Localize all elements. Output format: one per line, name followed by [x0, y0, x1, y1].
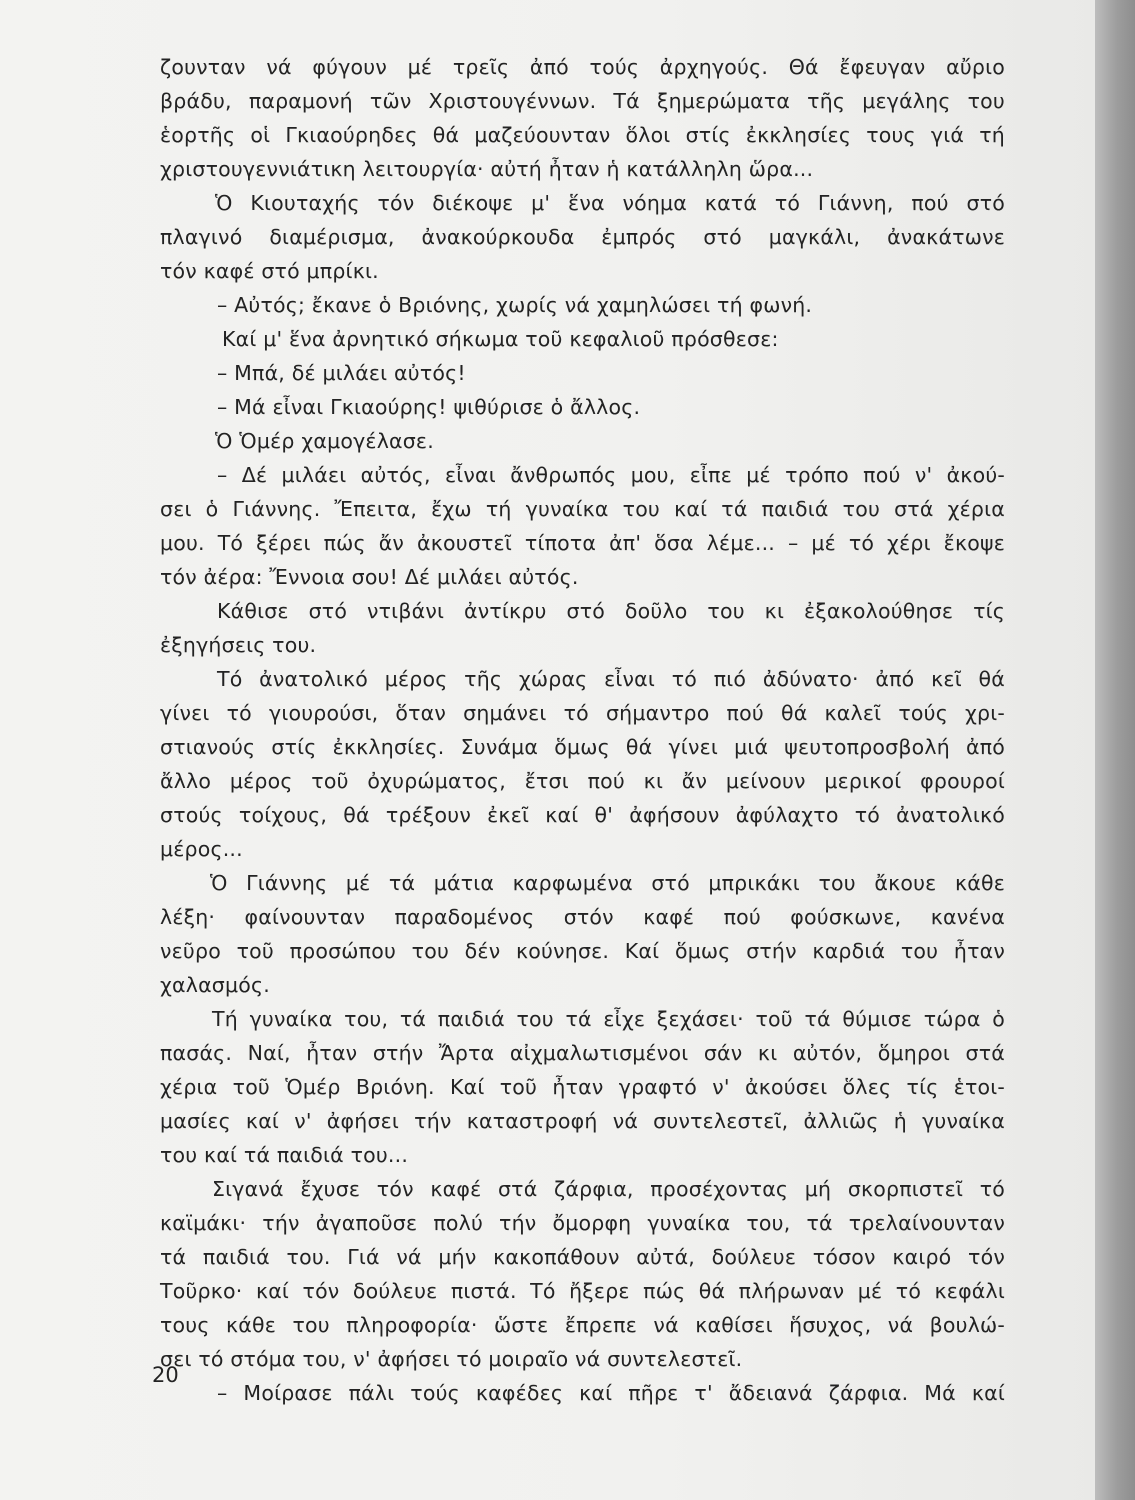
- text-line: τους κάθε του πληροφορία· ὥστε ἔπρεπε νά καθίσει ἥσυχος, νά βουλώ-: [160, 1313, 1005, 1337]
- page-number: 20: [152, 1363, 179, 1387]
- text-line: χριστουγεννιάτικη λειτουργία· αὐτή ἦταν ἡ κατάλληλη ὥρα...: [160, 157, 814, 181]
- text-line: Ὁ Γιάννης μέ τά μάτια καρφωμένα στό μπρικάκι του ἄκουε κάθε: [210, 871, 1005, 895]
- text-line: τόν καφέ στό μπρίκι.: [160, 259, 379, 283]
- text-line: πασάς. Ναί, ἦταν στήν Ἄρτα αἰχμαλωτισμένοι σάν κι αὐτόν, ὅμηροι στά: [160, 1041, 1005, 1065]
- text-line: νεῦρο τοῦ προσώπου του δέν κούνησε. Καί ὅμως στήν καρδιά του ἦταν: [160, 939, 1005, 963]
- text-line: λέξη· φαίνουνταν παραδομένος στόν καφέ πού φούσκωνε, κανένα: [160, 905, 1005, 929]
- text-line: – Αὐτός; ἔκανε ὁ Βριόνης, χωρίς νά χαμηλώσει τή φωνή.: [217, 293, 813, 317]
- text-line: ζουνταν νά φύγουν μέ τρεῖς ἀπό τούς ἀρχηγούς. Θά ἔφευγαν αὔριο: [160, 55, 1005, 79]
- text-line: – Δέ μιλάει αὐτός, εἶναι ἄνθρωπός μου, εἶπε μέ τρόπο πού ν' ἀκού-: [217, 463, 1005, 487]
- body-text: [160, 50, 1005, 1410]
- text-line: χαλασμός.: [160, 973, 270, 997]
- text-line: Σιγανά ἔχυσε τόν καφέ στά ζάρφια, προσέχοντας μή σκορπιστεῖ τό: [212, 1177, 1005, 1201]
- text-line: πλαγινό διαμέρισμα, ἀνακούρκουδα ἐμπρός στό μαγκάλι, ἀνακάτωνε: [160, 225, 1005, 249]
- page-edge-shadow: [1095, 0, 1135, 1500]
- text-line: σει τό στόμα του, ν' ἀφήσει τό μοιραῖο νά συντελεστεῖ.: [160, 1347, 743, 1371]
- text-line: τά παιδιά του. Γιά νά μήν κακοπάθουν αὐτά, δούλευε τόσον καιρό τόν: [160, 1245, 1005, 1269]
- text-line: σει ὁ Γιάννης. Ἔπειτα, ἔχω τή γυναίκα του καί τά παιδιά του στά χέρια: [160, 497, 1005, 521]
- text-line: μέρος...: [160, 837, 243, 861]
- text-line: καϊμάκι· τήν ἀγαποῦσε πολύ τήν ὄμορφη γυναίκα του, τά τρελαίνουνταν: [160, 1211, 1005, 1235]
- text-line: ἐξηγήσεις του.: [160, 633, 317, 657]
- text-line: Κάθισε στό ντιβάνι ἀντίκρυ στό δοῦλο του κι ἐξακολούθησε τίς: [217, 599, 1005, 623]
- text-line: τόν ἀέρα: Ἔννοια σου! Δέ μιλάει αὐτός.: [160, 565, 579, 589]
- text-line: Τοῦρκο· καί τόν δούλευε πιστά. Τό ἤξερε πώς θά πλήρωναν μέ τό κεφάλι: [160, 1279, 1005, 1303]
- text-line: Τό ἀνατολικό μέρος τῆς χώρας εἶναι τό πιό ἀδύνατο· ἀπό κεῖ θά: [217, 667, 1005, 691]
- text-line: Τή γυναίκα του, τά παιδιά του τά εἶχε ξεχάσει· τοῦ τά θύμισε τώρα ὁ: [212, 1007, 1005, 1031]
- text-line: βράδυ, παραμονή τῶν Χριστουγέννων. Τά ξημερώματα τῆς μεγάλης του: [160, 89, 1005, 113]
- text-line: – Μπά, δέ μιλάει αὐτός!: [217, 361, 466, 385]
- text-line: – Μά εἶναι Γκιαούρης! ψιθύρισε ὁ ἄλλος.: [217, 395, 641, 419]
- text-line: γίνει τό γιουρούσι, ὅταν σημάνει τό σήμαντρο πού θά καλεῖ τούς χρι-: [160, 701, 1005, 725]
- text-line: στιανούς στίς ἐκκλησίες. Συνάμα ὅμως θά γίνει μιά ψευτοπροσβολή ἀπό: [160, 735, 1005, 759]
- text-line: Ὁ Ὁμέρ χαμογέλασε.: [215, 429, 434, 453]
- text-line: ἄλλο μέρος τοῦ ὀχυρώματος, ἔτσι πού κι ἄν μείνουν μερικοί φρουροί: [160, 769, 1005, 793]
- text-line: Ὁ Κιουταχής τόν διέκοψε μ' ἕνα νόημα κατά τό Γιάννη, πού στό: [215, 191, 1005, 215]
- text-line: μασίες καί ν' ἀφήσει τήν καταστροφή νά συντελεστεῖ, ἀλλιῶς ἡ γυναίκα: [160, 1109, 1005, 1133]
- text-line: Καί μ' ἕνα ἀρνητικό σήκωμα τοῦ κεφαλιοῦ πρόσθεσε:: [222, 327, 779, 351]
- text-line: του καί τά παιδιά του...: [160, 1143, 409, 1167]
- text-line: ἑορτῆς οἱ Γκιαούρηδες θά μαζεύουνταν ὅλοι στίς ἐκκλησίες τους γιά τή: [160, 123, 1005, 147]
- text-line: μου. Τό ξέρει πώς ἄν ἀκουστεῖ τίποτα ἀπ' ὅσα λέμε... – μέ τό χέρι ἔκοψε: [160, 531, 1005, 555]
- text-line: στούς τοίχους, θά τρέξουν ἐκεῖ καί θ' ἀφήσουν ἀφύλαχτο τό ἀνατολικό: [160, 803, 1005, 827]
- text-line: χέρια τοῦ Ὁμέρ Βριόνη. Καί τοῦ ἦταν γραφτό ν' ἀκούσει ὅλες τίς ἑτοι-: [160, 1075, 1005, 1099]
- text-line: – Μοίρασε πάλι τούς καφέδες καί πῆρε τ' ἄδειανά ζάρφια. Μά καί: [217, 1381, 1005, 1405]
